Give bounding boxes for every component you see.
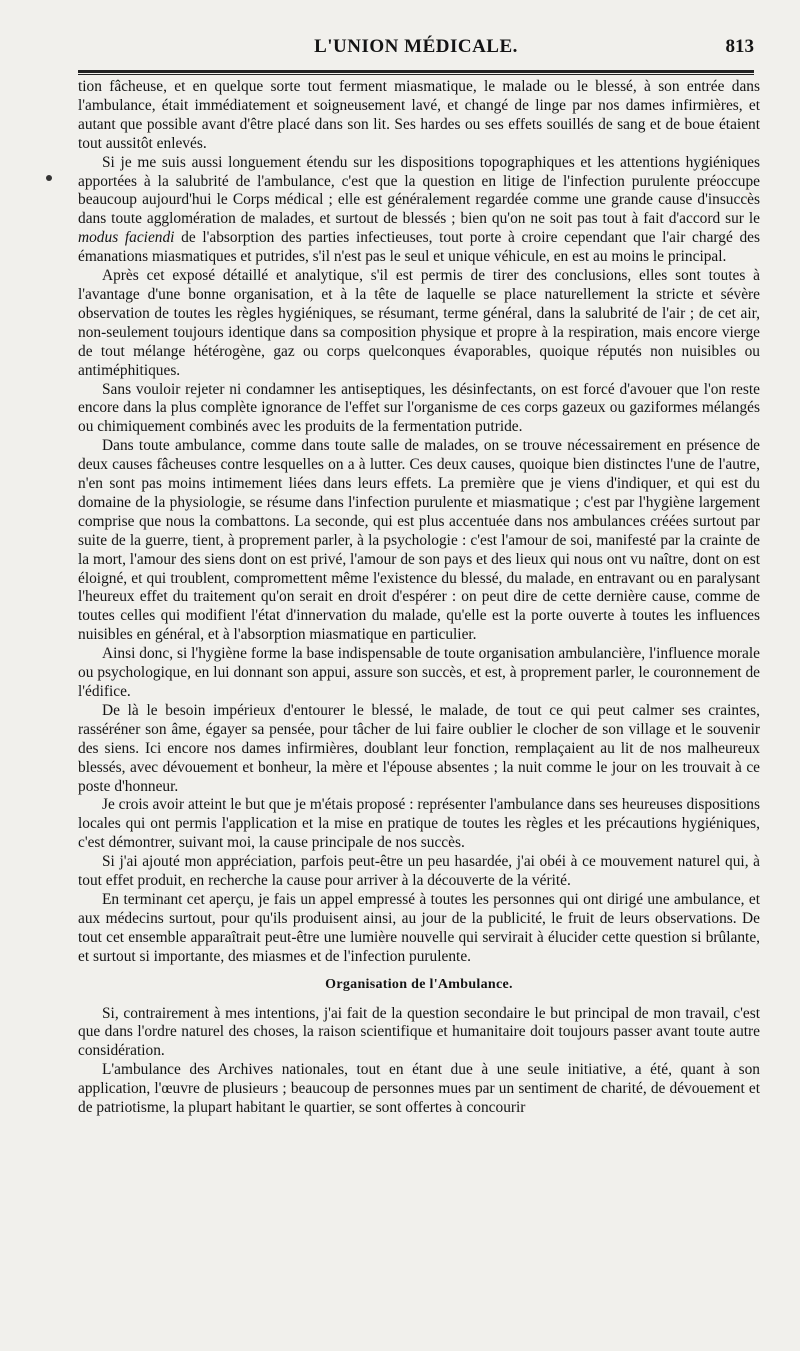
paragraph: Je crois avoir atteint le but que je m'étais proposé : représenter l'ambulance dans ses heureuses dispositions locales qui ont permis l'application et la mise en pratique de toutes les règles et les précautions hygiéniques, c'est démontrer, suivant moi, la cause principale de nos succès. <box>78 796 760 852</box>
paragraph: Sans vouloir rejeter ni condamner les antiseptiques, les désinfectants, on est forcé d'avouer que l'on reste encore dans la plus complète ignorance de l'effet sur l'organisme de ces corps gazeux ou gaziformes mélangés ou chimiquement combinés avec les produits de la fermentation putride. <box>78 380 760 436</box>
paragraph: Si, contrairement à mes intentions, j'ai fait de la question secondaire le but principal de mon travail, c'est que dans l'ordre naturel des choses, la raison scientifique et humanitaire doit toujours passer avant toute autre considération. <box>78 1004 760 1060</box>
paragraph: De là le besoin impérieux d'entourer le blessé, le malade, de tout ce qui peut calmer ses craintes, rasséréner son âme, égayer sa pensée, pour tâcher de lui faire oublier le clocher de son village et le souvenir des siens. Ici encore nos dames infirmières, doublant leur fonction, remplaçaient au lit de nos malheureux blessés, avec dévouement et bonheur, la mère et l'épouse absentes ; la nuit comme le jour on les trouvait à ce poste d'honneur. <box>78 701 760 795</box>
paragraph: L'ambulance des Archives nationales, tout en étant due à une seule initiative, a été, quant à son application, l'œuvre de plusieurs ; beaucoup de personnes mues par un sentiment de charité, de dévouement et de patriotisme, la plupart habitant le quartier, se sont offertes à concourir <box>78 1061 760 1117</box>
paragraph: Ainsi donc, si l'hygiène forme la base indispensable de toute organisation ambulancière, l'influence morale ou psychologique, en lui donnant son appui, assure son succès, et est, à proprement parler, le couronnement de l'édifice. <box>78 645 760 700</box>
paragraph-text: de l'absorption des parties infectieuses, tout porte à croire cependant que l'air chargé des émanations miasmatiques et putrides, s'il n'est pas le seul et unique véhicule, en est au moins le principal. <box>78 229 760 266</box>
paragraph <box>78 154 760 267</box>
page-number: 813 <box>725 36 754 57</box>
margin-mark <box>46 175 52 181</box>
header-rule <box>78 70 754 75</box>
page-header <box>78 36 754 66</box>
paragraph: Après cet exposé détaillé et analytique, s'il est permis de tirer des conclusions, elles sont toutes à l'avantage d'une bonne organisation, et à la tête de laquelle se place naturellement la stricte et sévère observation de toutes les règles hygiéniques, se résumant, terme général, dans la salubrité de l'air ; de cet air, non-seulement toujours identique dans sa composition physique et propre à la respiration, mais encore vierge de tout mélange hétérogène, gaz ou corps quelconques évaporables, quoique réputés non nuisibles ou antiméphitiques. <box>78 267 760 379</box>
italic-phrase: modus faciendi <box>78 229 175 247</box>
paragraph: Dans toute ambulance, comme dans toute salle de malades, on se trouve nécessairement en présence de deux causes fâcheuses contre lesquelles on a à lutter. Ces deux causes, quoique bien distinctes l'une de l'autre, n'en sont pas moins intimement liées dans leurs effets. La première que je viens d'indiquer, et qui est du domaine de la physiologie, se résume dans l'infection purulente et miasmatique ; c'est par l'hygiène largement comprise que nous la combattons. La seconde, qui est plus accentuée dans nos ambulances créées surtout par suite de la guerre, tient, à proprement parler, à la psychologie : c'est l'amour de soi, manifesté par la crainte de la mort, l'amour des siens dont on est privé, l'amour de son pays et des lieux qui nous ont vu naître, dont on est éloigné, et qui troublent, compromettent même l'existence du blessé, du malade, en entravant ou en paralysant l'heureux effet du traitement qu'on serait en droit d'espérer : on peut dire de cette dernière cause, comme de toutes celles qui modifient l'état d'innervation du malade, qu'elle est la porte ouverte à toutes les influences nuisibles en général, et à l'absorption miasmatique en particulier. <box>78 437 760 644</box>
paragraph-text: Si je me suis aussi longuement étendu sur les dispositions topographiques et les attentions hygiéniques apportées à la salubrité de l'ambulance, c'est que la question en litige de l'infection purulente préoccupe beaucoup aujourd'hui le Corps médical ; elle est généralement regardée comme une grande cause d'insuccès dans toute agglomération de malades, et surtout de blessés ; bien qu'on ne soit pas tout à fait d'accord sur le <box>78 153 760 228</box>
section-heading: Organisation de l'Ambulance. <box>325 976 513 992</box>
paragraph: En terminant cet aperçu, je fais un appel empressé à toutes les personnes qui ont dirigé une ambulance, et aux médecins surtout, pour qu'ils produisent ainsi, au jour de la publicité, le fruit de leurs observations. De tout cet ensemble apparaîtrait peut-être une lumière nouvelle qui servirait à élucider cette question si brûlante, et surtout si importante, des miasmes et de l'infection purulente. <box>78 890 760 965</box>
body-text <box>78 78 760 1118</box>
paragraph: Si j'ai ajouté mon appréciation, parfois peut-être un peu hasardée, j'ai obéi à ce mouvement naturel qui, à tout effet produit, en recherche la cause pour arriver à la découverte de la vérité. <box>78 853 760 890</box>
running-title: L'UNION MÉDICALE. <box>314 36 518 57</box>
paragraph: tion fâcheuse, et en quelque sorte tout ferment miasmatique, le malade ou le blessé, à son entrée dans l'ambulance, était immédiatement et soigneusement lavé, et changé de linge par nos dames infirmières, et autant que possible avant d'être placé dans son lit. Ses hardes ou ses effets souillés de sang et de boue étaient tout aussitôt enlevés. <box>78 78 760 152</box>
